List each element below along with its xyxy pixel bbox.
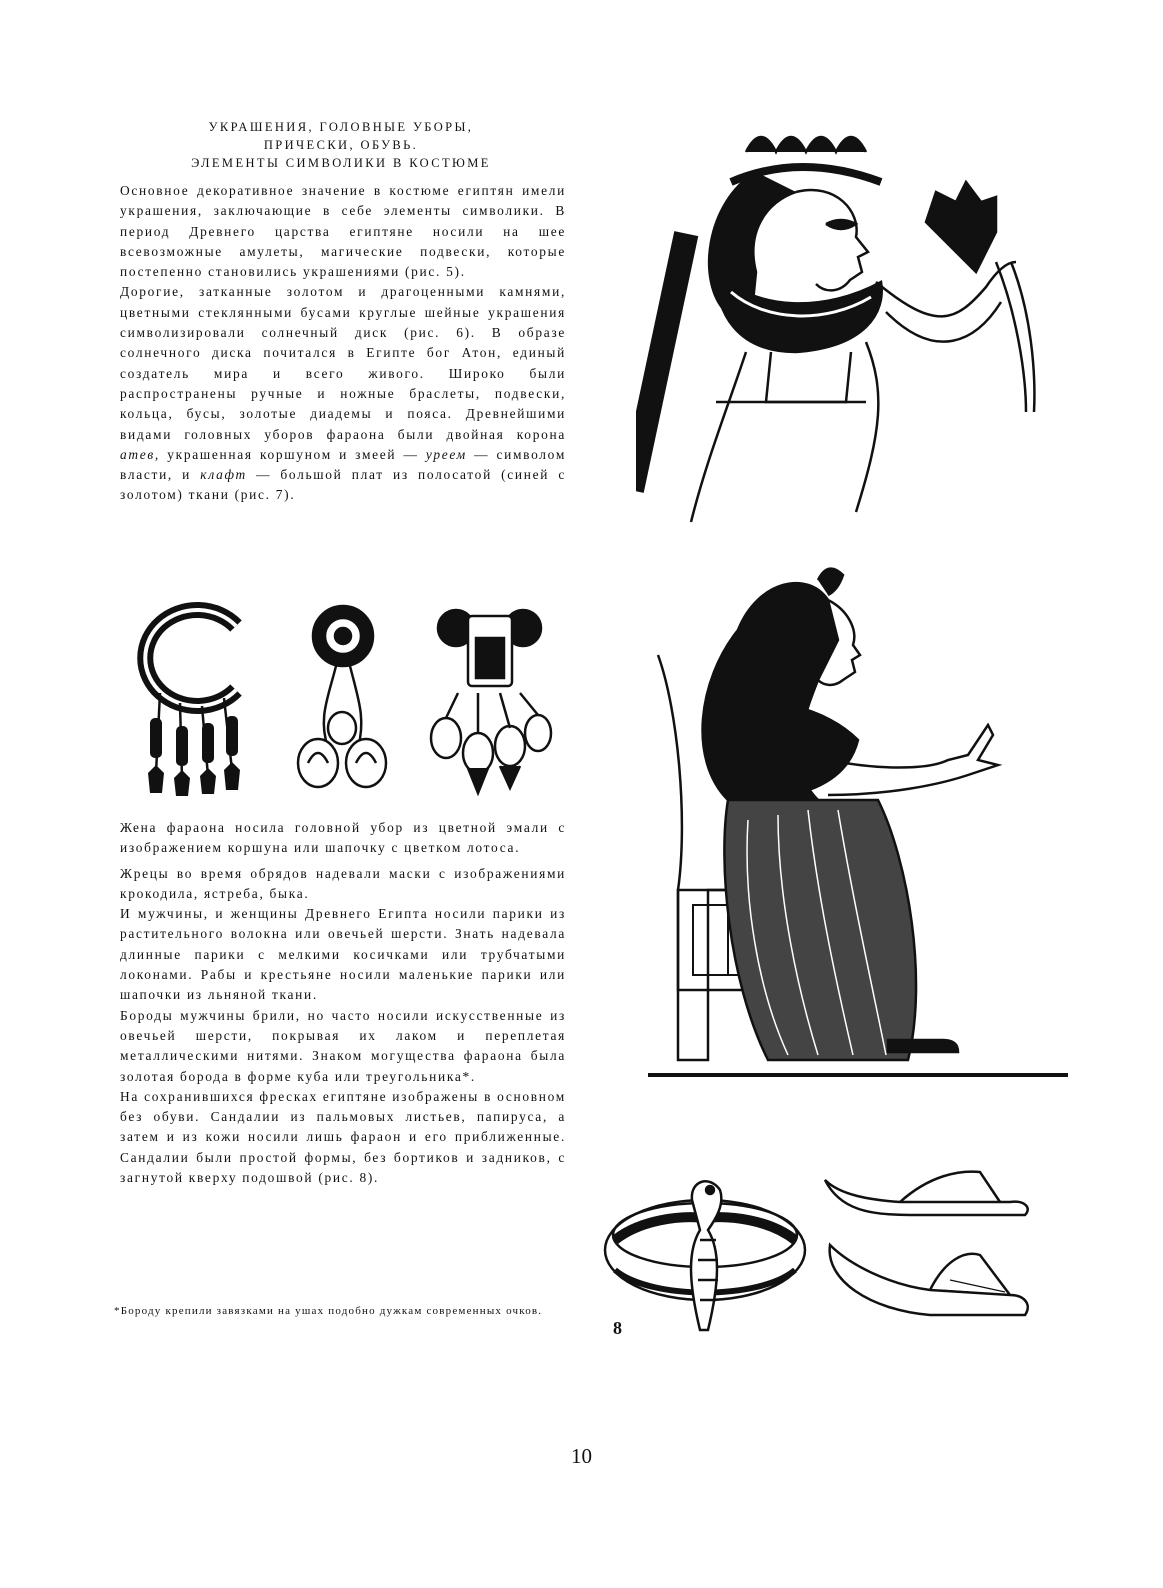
flower-pendant-icon	[298, 606, 386, 787]
vulture-bracelet-icon	[605, 1181, 805, 1330]
section-heading	[118, 118, 564, 172]
text-run: украшенная коршуном и змеей —	[167, 446, 419, 462]
pectoral-pendant-icon	[431, 610, 551, 793]
body-text-lower	[120, 818, 566, 1188]
text-run: Дорогие, затканные золотом и драгоценными камнями, цветными стеклянными бусами круглые шейные украшения символизировали солнечный диск (рис. 6). В образе солнечного диска почитался в Египте бог Атон, единый создатель мира и всего живого. Широко были распространены ручные и ножные браслеты, подвески, кольца, бусы, золотые диадемы и пояса. Древнейшими видами головных уборов фараона были двойная корона	[120, 284, 566, 442]
text-run: — большой плат из полосатой (синей с золотом) ткани (рис. 7).	[120, 467, 566, 503]
sandal-icon	[830, 1245, 1028, 1315]
seated-queen-illustration	[648, 569, 1068, 1075]
figure-seated-queen	[648, 560, 1068, 1085]
figure-pendants	[128, 598, 558, 803]
figure-bracelet-sandals	[600, 1160, 1040, 1340]
figure-label: 8	[613, 1318, 622, 1338]
heading-line-1: УКРАШЕНИЯ, ГОЛОВНЫЕ УБОРЫ,	[208, 120, 474, 134]
paragraph: Бороды мужчины брили, но часто носили искусственные из овечьей шерсти, покрывая их лаком и переплетая металлическими нитями. Знаком могущества фараона была золотая борода в форме куба или треугольника*.	[120, 1007, 566, 1084]
page-number: 10	[571, 1444, 592, 1468]
paragraph: И мужчины, и женщины Древнего Египта носили парики из растительного волокна или овечьей шерсти. Знать надевала длинные парики с мелкими косичками или трубчатыми локонами. Рабы и крестьяне носили маленькие парики или шапочки из льняной ткани.	[120, 906, 566, 1003]
term-ureem: уреем	[425, 446, 467, 462]
paragraph: Жена фараона носила головной убор из цветной эмали с изображением коршуна или шапочку с цветком лотоса.	[120, 820, 566, 856]
c-pendant-icon	[145, 610, 240, 796]
term-klaft: клафт	[200, 467, 247, 483]
heading-line-3: ЭЛЕМЕНТЫ СИМВОЛИКИ В КОСТЮМЕ	[191, 156, 491, 170]
sandal-icon	[825, 1172, 1028, 1215]
paragraph: На сохранившихся фресках египтяне изображены в основном без обуви. Сандалии из пальмовых листьев, папируса, а затем и из кожи носили лишь фараон и его приближенные. Сандалии были простой формы, без бортиков и задников, с загнутой кверху подошвой (рис. 8).	[120, 1088, 566, 1186]
figure-woman-lotus	[636, 112, 1056, 532]
paragraph	[120, 282, 566, 505]
paragraph: Жрецы во время обрядов надевали маски с изображениями крокодила, ястреба, быка.	[120, 865, 566, 901]
text-run: — символом власти, и	[120, 446, 566, 483]
woman-lotus-illustration	[636, 137, 1034, 522]
body-text-upper	[120, 181, 566, 506]
footnote: *Бороду крепили завязками на ушах подобно дужкам современных очков.	[114, 1305, 543, 1317]
heading-line-2: ПРИЧЕСКИ, ОБУВЬ.	[263, 138, 419, 152]
paragraph: Основное декоративное значение в костюме египтян имели украшения, заключающие в себе элементы символики. В период Древнего царства египтяне носили на шее всевозможные амулеты, магические подвески, которые постепенно становились украшениями (рис. 5).	[120, 183, 566, 280]
term-atev: атев,	[120, 446, 160, 462]
